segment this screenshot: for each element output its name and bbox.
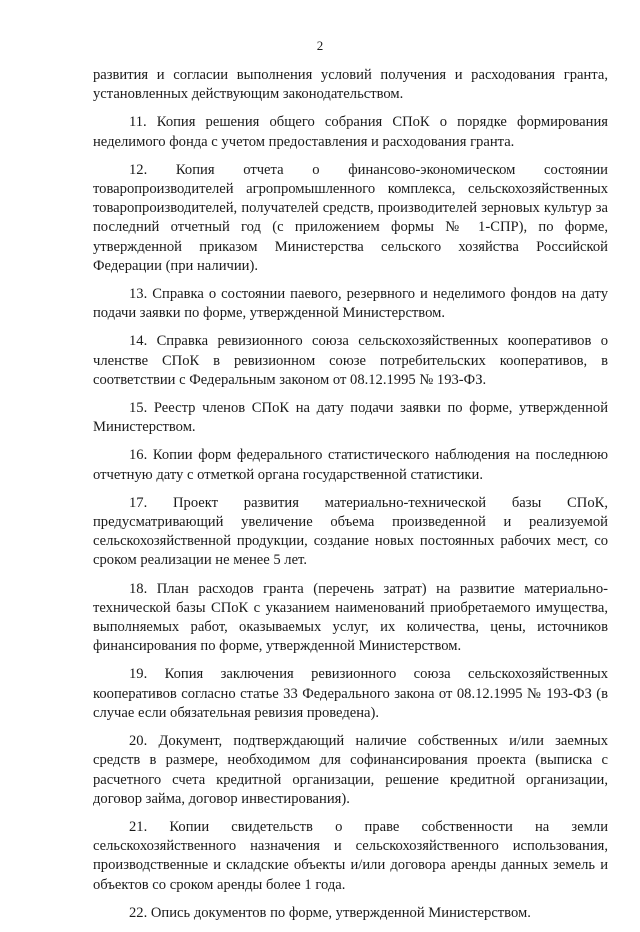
paragraph-9: 18. План расходов гранта (перечень затрат) на развитие материально-технической базы СПоК с указанием наименований приобретаемого имущества, выполняемых работ, оказываемых услуг, их количества, цены, источников финансирования по форме, утвержденной Министерством.: [93, 580, 608, 655]
document-body: [93, 66, 608, 932]
paragraph-12: 21. Копии свидетельств о праве собственности на земли сельскохозяйственного назначения и сельскохозяйственного использования, производственные и складские объекты и/или договора аренды данных земель и объектов со сроком аренды более 1 года.: [93, 818, 608, 893]
paragraph-3: 12. Копия отчета о финансово-экономическом состоянии товаропроизводителей агропромышленного комплекса, сельскохозяйственных товаропроизводителей, получателей средств, производителей зерновых культур за последний отчетный год (с приложением формы № 1-СПР), по форме, утвержденной приказом Министерства сельского хозяйства Российской Федерации (при наличии).: [93, 161, 608, 274]
paragraph-2: 11. Копия решения общего собрания СПоК о порядке формирования неделимого фонда с учетом предоставления и расходования гранта.: [93, 114, 608, 150]
paragraph-1: развития и согласии выполнения условий получения и расходования гранта, установленных действующим законодательством.: [93, 67, 608, 103]
paragraph-8: 17. Проект развития материально-технической базы СПоК, предусматривающий увеличение объема произведенной и реализуемой сельскохозяйственной продукции, создание новых постоянных рабочих мест, со сроком реализации не менее 5 лет.: [93, 494, 608, 569]
paragraph-5: 14. Справка ревизионного союза сельскохозяйственных кооперативов о членстве СПоК в ревизионном союзе потребительских кооперативов, в соответствии с Федеральным законом от 08.12.1995 № 193-ФЗ.: [93, 333, 608, 388]
page-number: 2: [316, 38, 324, 53]
paragraph-10: 19. Копия заключения ревизионного союза сельскохозяйственных кооперативов согласно статье 33 Федерального закона от 08.12.1995 № 193-ФЗ (в случае если обязательная ревизия проведена).: [93, 666, 608, 721]
paragraph-7: 16. Копии форм федерального статистического наблюдения на последнюю отчетную дату с отметкой органа государственной статистики.: [93, 447, 608, 483]
paragraph-13: 22. Опись документов по форме, утвержденной Министерством.: [129, 904, 531, 921]
paragraph-6: 15. Реестр членов СПоК на дату подачи заявки по форме, утвержденной Министерством.: [93, 400, 608, 436]
paragraph-11: 20. Документ, подтверждающий наличие собственных и/или заемных средств в размере, необходимом для софинансирования проекта (выписка с расчетного счета кредитной организации, решение кредитной организации, договор займа, договор инвестирования).: [93, 733, 608, 807]
paragraph-4: 13. Справка о состоянии паевого, резервного и неделимого фондов на дату подачи заявки по форме, утвержденной Министерством.: [93, 286, 608, 322]
